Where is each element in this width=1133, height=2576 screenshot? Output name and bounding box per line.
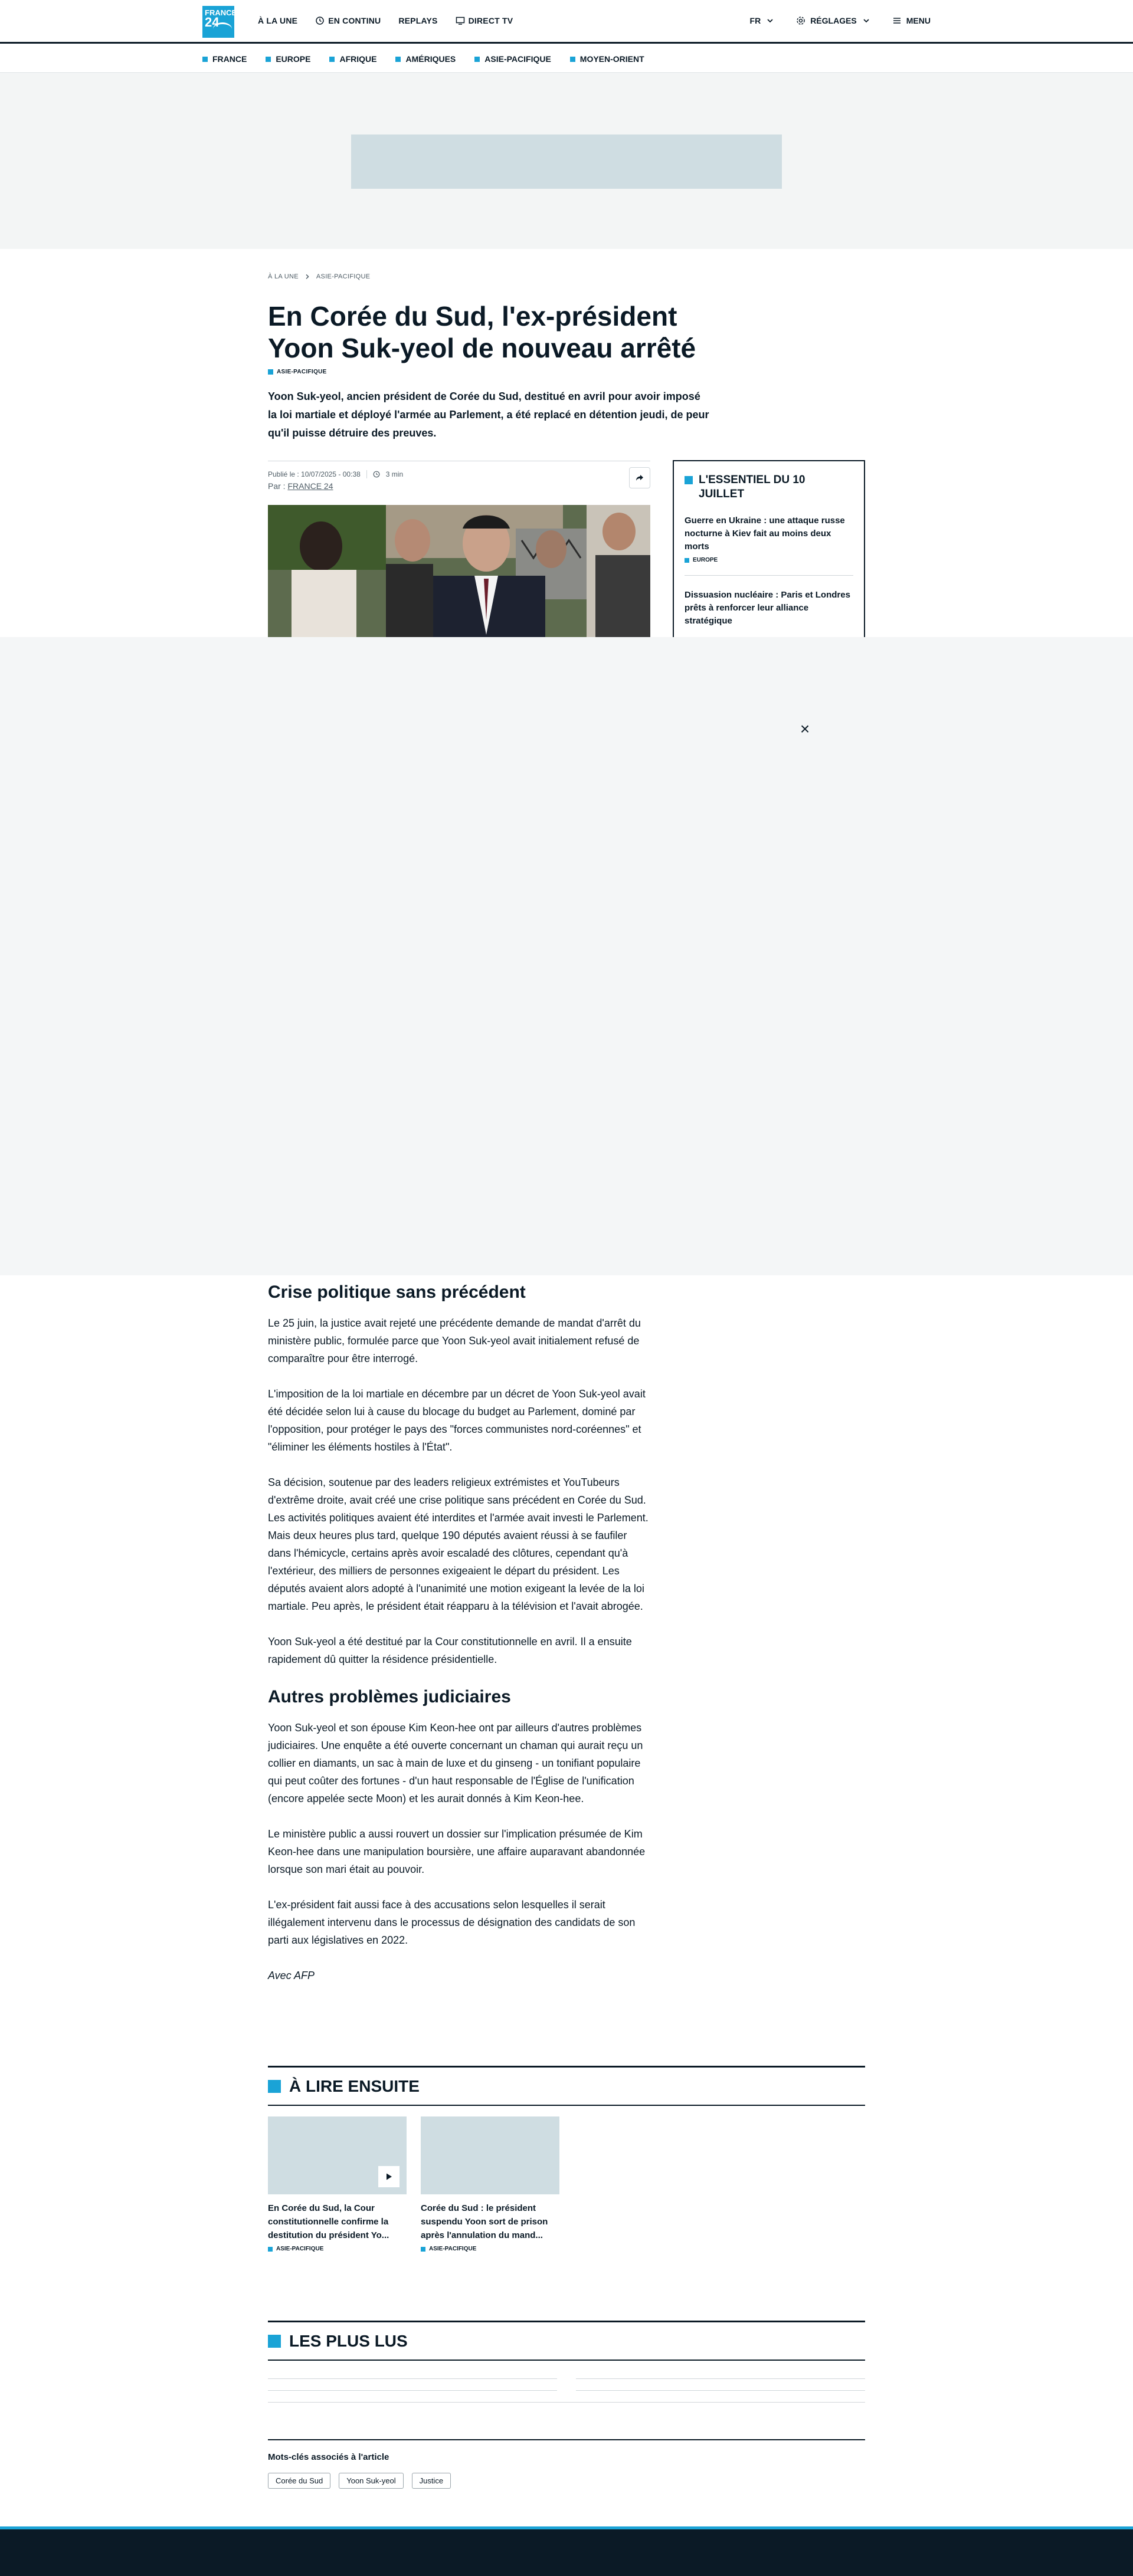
subnav-moyen-orient[interactable] xyxy=(570,54,644,64)
byline-prefix: Par : xyxy=(268,481,286,491)
subnav-europe[interactable] xyxy=(266,54,310,64)
tag-label: ASIE-PACIFIQUE xyxy=(276,2246,324,2252)
author-link[interactable]: FRANCE 24 xyxy=(287,481,333,491)
read-time: 3 min xyxy=(385,470,404,478)
sidebar-title: L'ESSENTIEL DU 10 JUILLET xyxy=(699,474,805,500)
card-tag[interactable] xyxy=(268,2246,407,2252)
bullet-square xyxy=(395,57,401,62)
list-divider xyxy=(268,2390,557,2391)
related-card[interactable] xyxy=(268,2116,407,2252)
breadcrumb-item[interactable]: ASIE-PACIFIQUE xyxy=(316,273,371,280)
site-footer xyxy=(0,2526,1133,2576)
subheading: Autres problèmes judiciaires xyxy=(268,1687,511,1707)
menu-label: MENU xyxy=(906,16,931,25)
bullet-square xyxy=(268,2335,281,2348)
nav-label: À LA UNE xyxy=(258,16,298,25)
subnav-ameriques[interactable] xyxy=(395,54,456,64)
nav-label: EN CONTINU xyxy=(328,16,381,25)
card-image xyxy=(268,2116,407,2194)
source-credit: Avec AFP xyxy=(268,1970,315,1981)
main-nav xyxy=(258,16,513,25)
site-header xyxy=(0,0,1133,44)
bullet-square xyxy=(421,2247,425,2252)
sidebar-news-tag[interactable] xyxy=(685,557,853,563)
tag-pill[interactable]: Justice xyxy=(412,2473,451,2489)
section-nav xyxy=(0,45,1133,73)
article-meta xyxy=(268,461,650,494)
header-right xyxy=(750,16,931,25)
logo-waves xyxy=(213,22,232,35)
chevron-right-icon xyxy=(304,274,310,280)
card-image xyxy=(421,2116,559,2194)
les-plus-lus-header xyxy=(268,2321,865,2361)
list-divider xyxy=(268,2402,865,2403)
subnav-france[interactable] xyxy=(202,54,247,64)
subnav-afrique[interactable] xyxy=(329,54,376,64)
subnav-label: AFRIQUE xyxy=(339,54,377,64)
subnav-label: MOYEN-ORIENT xyxy=(579,54,644,64)
nav-en-continu[interactable] xyxy=(315,16,381,25)
paragraph: Le ministère public a aussi rouvert un dossier sur l'implication présumée de Kim Keon-hee dans une manipulation boursière, une affaire auparavant abandonnée lorsque son mari était au pouvoir. xyxy=(268,1828,646,1875)
bullet-square xyxy=(202,57,208,62)
bullet-square xyxy=(268,369,273,375)
nav-direct-tv[interactable] xyxy=(456,16,513,25)
category-label: ASIE-PACIFIQUE xyxy=(277,369,327,375)
article-body xyxy=(268,1281,650,2002)
breadcrumb-item[interactable]: À LA UNE xyxy=(268,273,299,280)
article-photo xyxy=(268,505,650,637)
article-lede: Yoon Suk-yeol, ancien président de Corée du Sud, destitué en avril pour avoir imposé la loi martiale et déployé l'armée au Parlement, a été replacé en détention jeudi, de peur qu'il puisse détruire des preuves. xyxy=(268,390,709,439)
tag-label: ASIE-PACIFIQUE xyxy=(429,2246,477,2252)
settings-button[interactable] xyxy=(796,16,871,25)
clock-icon xyxy=(315,16,325,25)
tags-title: Mots-clés associés à l'article xyxy=(268,2452,389,2462)
essentiel-sidebar xyxy=(673,460,865,637)
divider xyxy=(366,470,367,478)
bullet-square xyxy=(474,57,480,62)
video-overlay xyxy=(0,637,1133,1275)
gear-icon xyxy=(796,16,805,25)
subnav-asie-pacifique[interactable] xyxy=(474,54,551,64)
close-icon[interactable]: × xyxy=(800,720,810,738)
breadcrumb xyxy=(268,273,370,280)
nav-replays[interactable] xyxy=(398,16,437,25)
section-title: À LIRE ENSUITE xyxy=(289,2077,420,2095)
sidebar-news-title[interactable]: Dissuasion nucléaire : Paris et Londres prêts à renforcer leur alliance stratégique xyxy=(685,590,850,626)
logo-line2: 24 xyxy=(205,15,220,29)
publish-date: Publié le : 10/07/2025 - 00:38 xyxy=(268,470,361,478)
paragraph: Yoon Suk-yeol a été destitué par la Cour constitutionnelle en avril. Il a ensuite rapidement dû quitter la résidence présidentielle. xyxy=(268,1636,632,1665)
bullet-square xyxy=(570,57,575,62)
nav-label: DIRECT TV xyxy=(468,16,513,25)
card-tag[interactable] xyxy=(421,2246,559,2252)
share-button[interactable] xyxy=(629,467,650,488)
bullet-square xyxy=(329,57,335,62)
card-title: Corée du Sud : le président suspendu Yoon sort de prison après l'annulation du mand... xyxy=(421,2203,548,2240)
chevron-down-icon xyxy=(765,16,775,25)
related-cards xyxy=(268,2116,559,2252)
sidebar-news-title[interactable]: Guerre en Ukraine : une attaque russe nocturne à Kiev fait au moins deux morts xyxy=(685,516,845,552)
paragraph: Sa décision, soutenue par des leaders religieux extrémistes et YouTubeurs d'extrême droite, avait créé une crise politique sans précédent en Corée du Sud. Les activités politiques avaient été interdites et l'armée avait investi le Parlement. Mais deux heures plus tard, quelque 190 députés avaient réussi à se faufiler dans l'hémicycle, certains après avoir escaladé des clôtures, cependant qu'à l'extérieur, des milliers de personnes exigeaient le départ du président. Les députés avaient alors adopté à l'unanimité une motion exigeant la levée de la loi martiale. Peu après, le président était réapparu à la télévision et l'avait abrogée. xyxy=(268,1476,649,1612)
france24-logo[interactable] xyxy=(202,6,237,38)
a-lire-ensuite-header xyxy=(268,2066,865,2106)
list-divider xyxy=(268,2378,557,2379)
list-divider xyxy=(576,2378,865,2379)
section-title: LES PLUS LUS xyxy=(289,2332,408,2350)
list-divider xyxy=(576,2390,865,2391)
bullet-square xyxy=(685,476,693,484)
divider xyxy=(685,575,853,576)
ad-banner-area xyxy=(0,74,1133,249)
subnav-label: EUROPE xyxy=(276,54,311,64)
play-icon xyxy=(378,2166,400,2187)
category-tag[interactable] xyxy=(268,369,327,375)
subnav-label: ASIE-PACIFIQUE xyxy=(484,54,551,64)
tag-label: EUROPE xyxy=(693,557,718,563)
menu-button[interactable] xyxy=(892,16,931,25)
menu-icon xyxy=(892,16,902,25)
logo-line1: FRANCE xyxy=(205,8,237,17)
bullet-square xyxy=(266,57,271,62)
paragraph: Yoon Suk-yeol et son épouse Kim Keon-hee ont par ailleurs d'autres problèmes judiciaires. Une enquête a été ouverte concernant un chaman qui aurait reçu un collier en diamants, un sac à main de luxe et du ginseng - un tonifiant populaire qui peut coûter des fortunes - d'un haut responsable de l'Église de l'unification (encore appelée secte Moon) et les aurait donnés à Kim Keon-hee. xyxy=(268,1722,643,1804)
paragraph: L'imposition de la loi martiale en décembre par un décret de Yoon Suk-yeol avait été décidée selon lui à cause du blocage du budget au Parlement, dominé par l'opposition, pour protéger le pays des "forces communistes nord-coréennes" et "éliminer les éléments hostiles à l'État". xyxy=(268,1388,646,1453)
clock-icon xyxy=(373,471,380,478)
bullet-square xyxy=(268,2247,273,2252)
tv-icon xyxy=(456,16,465,25)
subheading: Crise politique sans précédent xyxy=(268,1282,526,1302)
nav-a-la-une[interactable] xyxy=(258,16,297,25)
article-tags xyxy=(268,2439,865,2489)
paragraph: Le 25 juin, la justice avait rejeté une précédente demande de mandat d'arrêt du ministère public, formulée parce que Yoon Suk-yeol avait initialement refusé de comparaître pour être interrogé. xyxy=(268,1317,641,1364)
language-label: FR xyxy=(749,16,761,25)
share-icon xyxy=(635,473,644,483)
subnav-label: FRANCE xyxy=(212,54,247,64)
article-title: En Corée du Sud, l'ex-président Yoon Suk-yeol de nouveau arrêté xyxy=(268,301,696,363)
subnav-label: AMÉRIQUES xyxy=(405,54,456,64)
nav-label: REPLAYS xyxy=(398,16,438,25)
related-card[interactable] xyxy=(421,2116,559,2252)
card-title: En Corée du Sud, la Cour constitutionnelle confirme la destitution du président Yo... xyxy=(268,2203,389,2240)
bullet-square xyxy=(268,2080,281,2093)
paragraph: L'ex-président fait aussi face à des accusations selon lesquelles il serait illégalement intervenu dans le processus de désignation des candidats de son parti aux législatives en 2022. xyxy=(268,1899,636,1946)
ad-placeholder[interactable] xyxy=(351,134,782,189)
settings-label: RÉGLAGES xyxy=(810,16,857,25)
chevron-down-icon xyxy=(862,16,871,25)
tag-pill[interactable]: Yoon Suk-yeol xyxy=(339,2473,403,2489)
language-select[interactable] xyxy=(750,16,775,25)
bullet-square xyxy=(685,558,689,563)
byline xyxy=(268,481,333,491)
photo-illustration xyxy=(268,505,650,637)
tag-pill[interactable]: Corée du Sud xyxy=(268,2473,330,2489)
